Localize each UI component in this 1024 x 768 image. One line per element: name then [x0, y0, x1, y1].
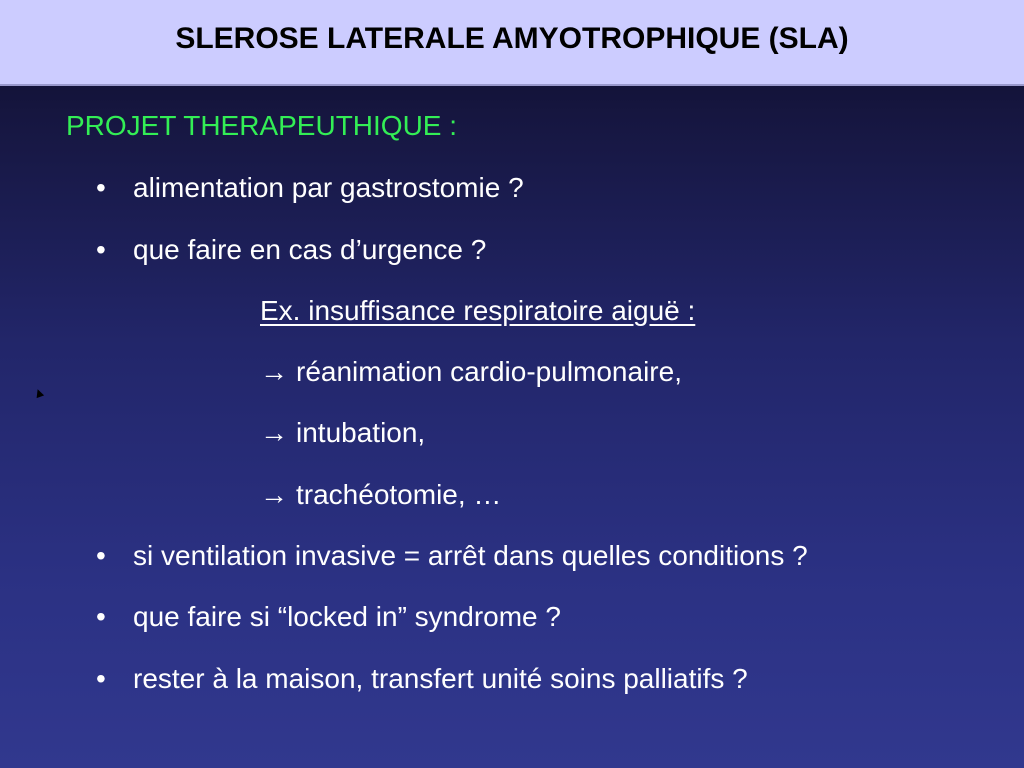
example-step [260, 356, 682, 388]
example-step [260, 479, 501, 511]
example-step-text: réanimation cardio-pulmonaire, [296, 356, 682, 387]
example-step-text: trachéotomie, … [296, 479, 502, 510]
bullet-icon: • [96, 601, 106, 632]
list-item: que faire en cas d’urgence ? [133, 234, 487, 265]
title-bar [0, 0, 1024, 86]
arrow-right-icon: → [260, 479, 288, 510]
slide-title: SLEROSE LATERALE AMYOTROPHIQUE (SLA) [175, 22, 849, 55]
bullet-icon: • [96, 172, 106, 203]
example-label: Ex. insuffisance respiratoire aiguë : [260, 295, 696, 326]
bullet-icon: • [96, 540, 106, 571]
slide-body [0, 86, 1024, 768]
list-item: rester à la maison, transfert unité soins palliatifs ? [133, 663, 748, 694]
arrow-right-icon: → [260, 356, 288, 387]
bullet-icon: • [96, 663, 106, 694]
example-step-text: intubation, [296, 417, 426, 448]
list-item: si ventilation invasive = arrêt dans quelles conditions ? [133, 540, 808, 571]
arrow-right-icon: → [260, 417, 288, 448]
bullet-icon: • [96, 234, 106, 265]
section-heading: PROJET THERAPEUTHIQUE : [66, 110, 458, 141]
list-item: alimentation par gastrostomie ? [133, 172, 524, 203]
example-step [260, 417, 425, 449]
list-item: que faire si “locked in” syndrome ? [133, 601, 561, 632]
